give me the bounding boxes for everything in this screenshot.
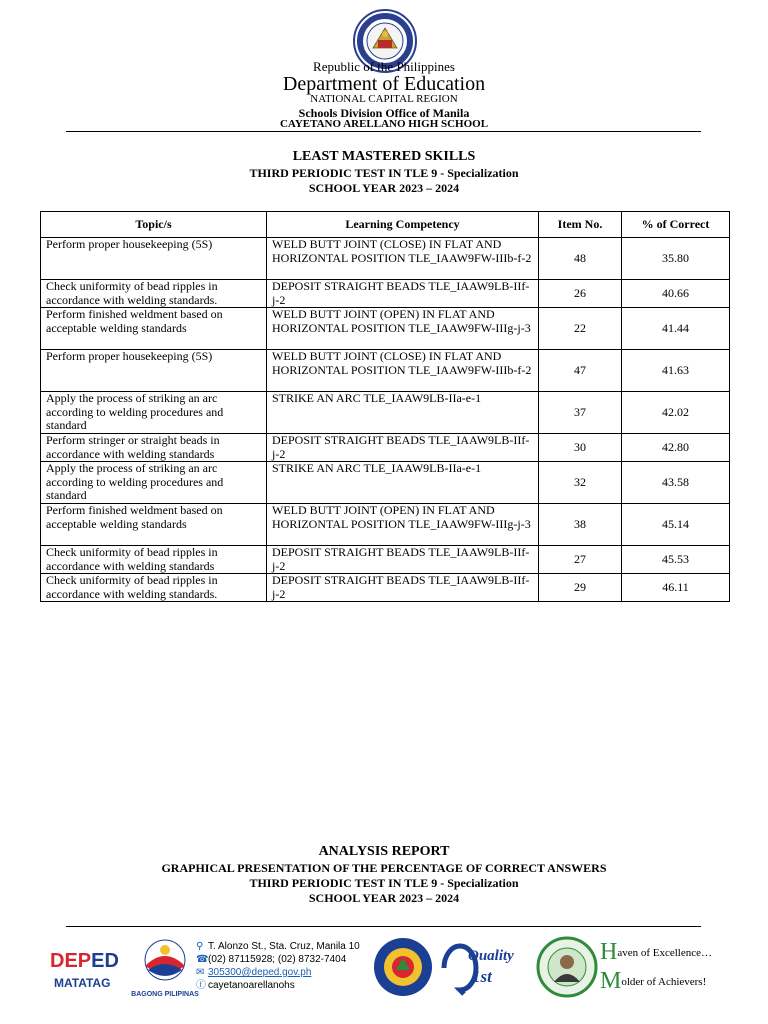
table-row <box>41 504 730 546</box>
cell-percent: 41.44 <box>622 308 730 350</box>
email-link[interactable]: 305300@deped.gov.ph <box>208 967 312 978</box>
cell-item: 47 <box>539 350 622 392</box>
school-motto: Haven of Excellence… Molder of Achievers! <box>600 939 713 994</box>
cell-competency: STRIKE AN ARC TLE_IAAW9LB-IIa-e-1 <box>267 462 539 504</box>
cell-competency: STRIKE AN ARC TLE_IAAW9LB-IIa-e-1 <box>267 392 539 434</box>
cell-percent: 40.66 <box>622 280 730 308</box>
cell-competency: DEPOSIT STRAIGHT BEADS TLE_IAAW9LB-IIf-j-2 <box>267 434 539 462</box>
table-row <box>41 392 730 434</box>
cell-item: 30 <box>539 434 622 462</box>
analysis-subtitle: GRAPHICAL PRESENTATION OF THE PERCENTAGE OF CORRECT ANSWERS <box>161 861 607 875</box>
cell-competency: DEPOSIT STRAIGHT BEADS TLE_IAAW9LB-IIf-j-2 <box>267 546 539 574</box>
quality-sub-text: 1st <box>472 967 492 986</box>
cell-topic: Perform proper housekeeping (5S) <box>41 350 267 392</box>
footer <box>0 930 768 1024</box>
header-region: NATIONAL CAPITAL REGION <box>310 93 458 105</box>
analysis-test-title: THIRD PERIODIC TEST IN TLE 9 - Specialization <box>249 876 519 890</box>
phone-icon: ☎ <box>196 954 209 965</box>
table-row <box>41 546 730 574</box>
analysis-title: ANALYSIS REPORT <box>318 844 450 859</box>
cell-topic: Perform finished weldment based on acceptable welding standards <box>41 504 267 546</box>
school-seal-logo <box>536 936 598 998</box>
phone-text: (02) 87115928; (02) 8732-7404 <box>208 954 347 965</box>
header-division: Schools Division Office of Manila <box>298 106 470 120</box>
cell-competency: DEPOSIT STRAIGHT BEADS TLE_IAAW9LB-IIf-j-2 <box>267 280 539 308</box>
quality-text: Quality <box>468 948 514 964</box>
col-percent-correct: % of Correct <box>622 212 730 238</box>
quality-first-logo <box>438 938 528 998</box>
table-row <box>41 308 730 350</box>
cell-item: 29 <box>539 574 622 602</box>
col-topic: Topic/s <box>41 212 267 238</box>
table-row <box>41 434 730 462</box>
col-competency: Learning Competency <box>267 212 539 238</box>
cell-percent: 42.02 <box>622 392 730 434</box>
cell-competency: WELD BUTT JOINT (OPEN) IN FLAT AND HORIZONTAL POSITION TLE_IAAW9FW-IIIg-j-3 <box>267 504 539 546</box>
cell-topic: Check uniformity of bead ripples in accordance with welding standards. <box>41 574 267 602</box>
cell-topic: Check uniformity of bead ripples in accordance with welding standards <box>41 546 267 574</box>
cell-topic: Check uniformity of bead ripples in accordance with welding standards. <box>41 280 267 308</box>
cell-item: 37 <box>539 392 622 434</box>
table-header-row <box>41 212 730 238</box>
cell-percent: 35.80 <box>622 238 730 280</box>
cell-item: 27 <box>539 546 622 574</box>
cell-competency: WELD BUTT JOINT (CLOSE) IN FLAT AND HORIZONTAL POSITION TLE_IAAW9FW-IIIb-f-2 <box>267 350 539 392</box>
page-title: LEAST MASTERED SKILLS <box>292 149 476 164</box>
cell-topic: Perform stringer or straight beads in accordance with welding standards <box>41 434 267 462</box>
contact-info <box>196 940 360 992</box>
cell-topic: Perform finished weldment based on acceptable welding standards <box>41 308 267 350</box>
cell-percent: 43.58 <box>622 462 730 504</box>
cell-percent: 45.14 <box>622 504 730 546</box>
cell-percent: 42.80 <box>622 434 730 462</box>
cell-competency: WELD BUTT JOINT (CLOSE) IN FLAT AND HORIZONTAL POSITION TLE_IAAW9FW-IIIb-f-2 <box>267 238 539 280</box>
header-rule <box>66 131 701 132</box>
header-republic: Republic of the Philippines <box>313 59 455 74</box>
header-school: CAYETANO ARELLANO HIGH SCHOOL <box>279 118 489 130</box>
deped-matatag-logo: DEPED MATATAG <box>50 950 119 990</box>
least-mastered-skills-table <box>40 211 730 602</box>
table-row <box>41 238 730 280</box>
address-text: T. Alonzo St., Sta. Cruz, Manila 10 <box>208 941 360 952</box>
cell-topic: Apply the process of striking an arc according to welding procedures and standard <box>41 462 267 504</box>
footer-rule <box>66 926 701 927</box>
pin-icon: ⚲ <box>196 941 204 952</box>
table-row <box>41 350 730 392</box>
facebook-text: cayetanoarellanohs <box>208 980 295 991</box>
test-title: THIRD PERIODIC TEST IN TLE 9 - Specialization <box>249 166 519 180</box>
bagong-pilipinas-text: BAGONG PILIPINAS <box>131 991 199 998</box>
cell-percent: 41.63 <box>622 350 730 392</box>
mail-icon: ✉ <box>196 967 205 978</box>
cell-competency: WELD BUTT JOINT (OPEN) IN FLAT AND HORIZONTAL POSITION TLE_IAAW9FW-IIIg-j-3 <box>267 308 539 350</box>
cell-item: 22 <box>539 308 622 350</box>
school-year: SCHOOL YEAR 2023 – 2024 <box>308 181 460 195</box>
col-item-no: Item No. <box>539 212 622 238</box>
cell-percent: 46.11 <box>622 574 730 602</box>
bagong-pilipinas-logo <box>130 936 200 1000</box>
cell-item: 32 <box>539 462 622 504</box>
cell-topic: Perform proper housekeeping (5S) <box>41 238 267 280</box>
cell-percent: 45.53 <box>622 546 730 574</box>
cell-item: 38 <box>539 504 622 546</box>
facebook-icon: ⓕ <box>196 980 206 991</box>
table-row <box>41 462 730 504</box>
table-row <box>41 280 730 308</box>
cell-item: 48 <box>539 238 622 280</box>
header-department: Department of Education <box>282 73 486 95</box>
cell-item: 26 <box>539 280 622 308</box>
table-row <box>41 574 730 602</box>
analysis-school-year: SCHOOL YEAR 2023 – 2024 <box>308 891 460 905</box>
division-of-city-schools-logo <box>372 936 434 998</box>
cell-competency: DEPOSIT STRAIGHT BEADS TLE_IAAW9LB-IIf-j-2 <box>267 574 539 602</box>
cell-topic: Apply the process of striking an arc according to welding procedures and standard <box>41 392 267 434</box>
